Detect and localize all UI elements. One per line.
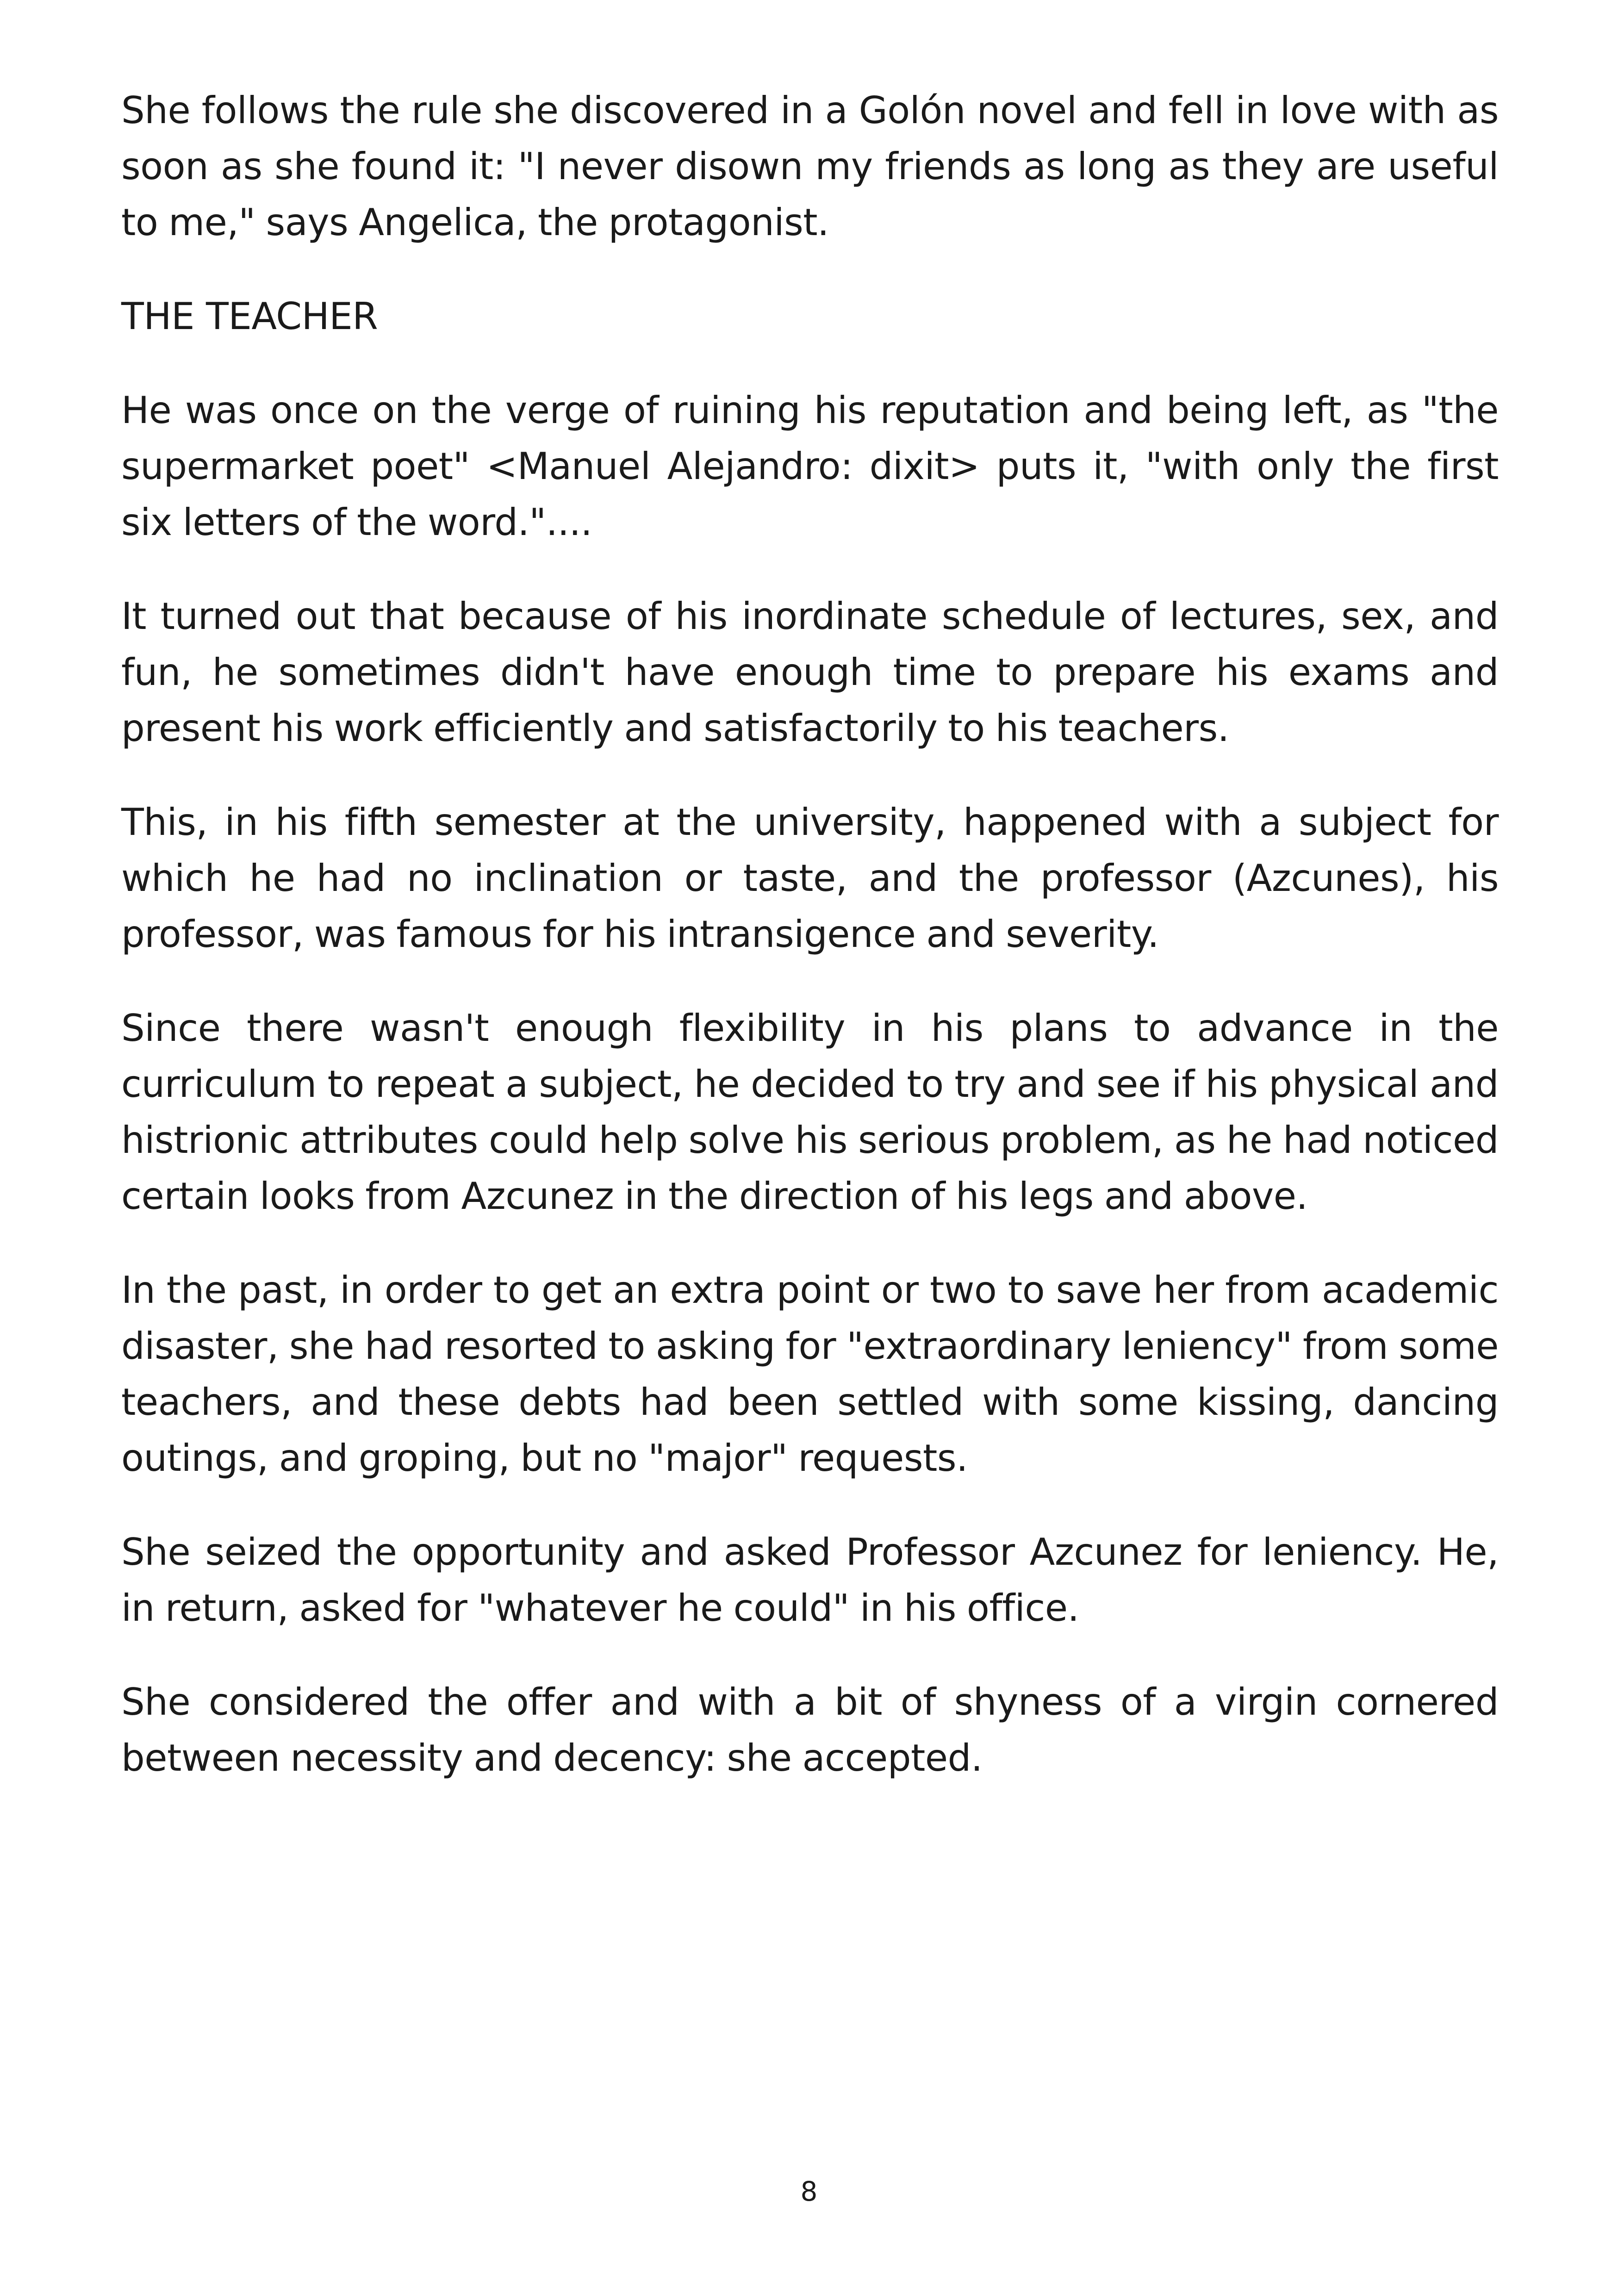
paragraph: In the past, in order to get an extra point or two to save her from academic disaster, she had resorted to asking for "extraordinary leniency" from some teachers, and these debts had been settled with some kissing, dancing outings, and groping, but no "major" requests.: [121, 1269, 1499, 1480]
paragraph: She seized the opportunity and asked Professor Azcunez for leniency. He, in return, asked for "whatever he could" in his office.: [121, 1531, 1499, 1630]
paragraph: She considered the offer and with a bit of shyness of a virgin cornered between necessity and decency: she accepted.: [121, 1680, 1499, 1780]
paragraph: This, in his fifth semester at the university, happened with a subject for which he had no inclination or taste, and the professor (Azcunes), his professor, was famous for his intransigence and severity.: [121, 801, 1499, 956]
paragraph: He was once on the verge of ruining his reputation and being left, as "the supermarket poet" <Manuel Alejandro: dixit> puts it, "with only the first six letters of the word."....: [121, 389, 1499, 544]
page-body: [121, 82, 1499, 1824]
paragraph: It turned out that because of his inordinate schedule of lectures, sex, and fun, he sometimes didn't have enough time to prepare his exams and present his work efficiently and satisfactorily to his teachers.: [121, 595, 1499, 750]
paragraph: Since there wasn't enough flexibility in his plans to advance in the curriculum to repeat a subject, he decided to try and see if his physical and histrionic attributes could help solve his serious problem, as he had noticed certain looks from Azcunez in the direction of his legs and above.: [121, 1007, 1499, 1218]
section-heading: THE TEACHER: [121, 295, 378, 338]
page-number: 8: [800, 2176, 818, 2207]
paragraph: She follows the rule she discovered in a Golón novel and fell in love with as soon as she found it: "I never disown my friends as long as they are useful to me," says Angelica, the protagonist.: [121, 89, 1499, 244]
